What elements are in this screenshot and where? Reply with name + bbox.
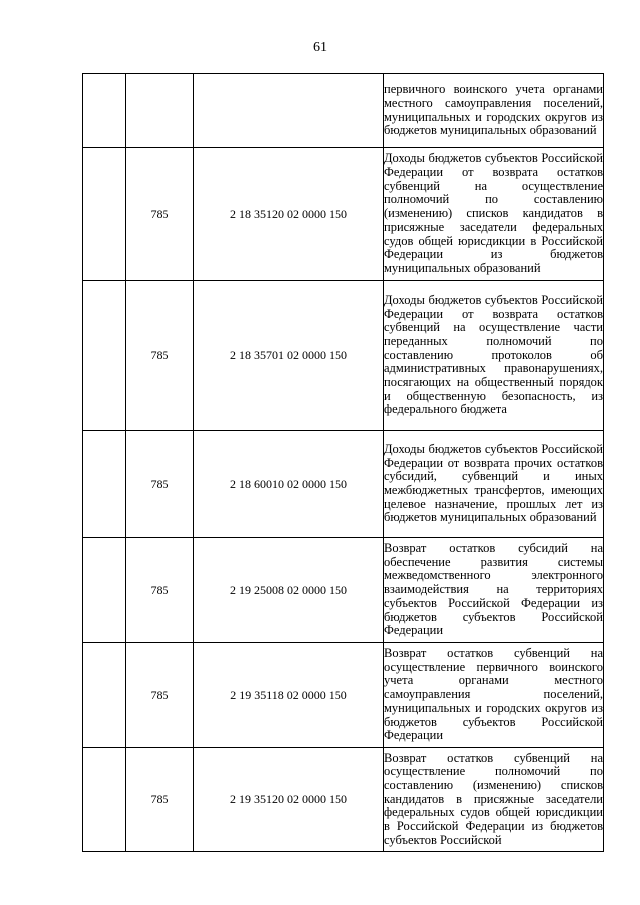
empty-cell	[83, 643, 126, 748]
table-row	[83, 538, 604, 643]
description-text: первичного воинского учета органами местного самоуправления поселений, муниципальных и городских округов из бюджетов муниципальных образований	[384, 82, 603, 138]
admin-code-cell: 785	[126, 431, 194, 538]
description-cell	[384, 643, 604, 748]
table-row	[83, 748, 604, 852]
admin-code-cell: 785	[126, 748, 194, 852]
description-text: Возврат остатков субвенций на осуществление полномочий по составлению (изменению) списков кандидатов в присяжные заседатели федеральных судов общей юрисдикции в Российской Федерации из бюджетов субъектов Российской	[384, 750, 603, 847]
description-cell	[384, 281, 604, 431]
table-row	[83, 281, 604, 431]
empty-cell	[83, 748, 126, 852]
page-number: 61	[313, 40, 327, 55]
description-cell	[384, 748, 604, 852]
kbk-code-cell	[194, 74, 384, 148]
description-text: Доходы бюджетов субъектов Российской Федерации от возврата остатков субвенций на осуществление части переданных полномочий по составлению протоколов об административных правонарушениях, посягающих на общественный порядок и общественную безопасность, из федерального бюджета	[384, 292, 603, 417]
table-row	[83, 431, 604, 538]
empty-cell	[83, 281, 126, 431]
table-row	[83, 74, 604, 148]
empty-cell	[83, 431, 126, 538]
description-cell	[384, 74, 604, 148]
kbk-code-cell: 2 19 35118 02 0000 150	[194, 643, 384, 748]
description-text: Возврат остатков субвенций на осуществление первичного воинского учета органами местного самоуправления поселений, муниципальных и городских округов из бюджетов субъектов Российской Федерации	[384, 646, 603, 743]
empty-cell	[83, 148, 126, 281]
description-cell	[384, 538, 604, 643]
budget-classification-table	[82, 73, 604, 852]
description-cell	[384, 431, 604, 538]
kbk-code-cell: 2 18 35701 02 0000 150	[194, 281, 384, 431]
kbk-code-cell: 2 19 35120 02 0000 150	[194, 748, 384, 852]
admin-code-cell: 785	[126, 643, 194, 748]
kbk-code-cell: 2 19 25008 02 0000 150	[194, 538, 384, 643]
admin-code-cell: 785	[126, 148, 194, 281]
description-text: Доходы бюджетов субъектов Российской Федерации от возврата прочих остатков субсидий, субвенций и иных межбюджетных трансфертов, имеющих целевое назначение, прошлых лет из бюджетов муниципальных образований	[384, 441, 603, 525]
admin-code-cell: 785	[126, 538, 194, 643]
admin-code-cell: 785	[126, 281, 194, 431]
kbk-code-cell: 2 18 60010 02 0000 150	[194, 431, 384, 538]
admin-code-cell	[126, 74, 194, 148]
kbk-code-cell: 2 18 35120 02 0000 150	[194, 148, 384, 281]
description-cell	[384, 148, 604, 281]
description-text: Доходы бюджетов субъектов Российской Федерации от возврата остатков субвенций на осуществление полномочий по составлению (изменению) списков кандидатов в присяжные заседатели федеральных судов общей юрисдикции в Российской Федерации из бюджетов муниципальных образований	[384, 151, 603, 275]
table-row	[83, 148, 604, 281]
empty-cell	[83, 74, 126, 148]
description-text: Возврат остатков субсидий на обеспечение развития системы межведомственного электронного взаимодействия на территориях субъектов Российской Федерации из бюджетов субъектов Российской Федерации	[384, 541, 603, 638]
empty-cell	[83, 538, 126, 643]
table-row	[83, 643, 604, 748]
